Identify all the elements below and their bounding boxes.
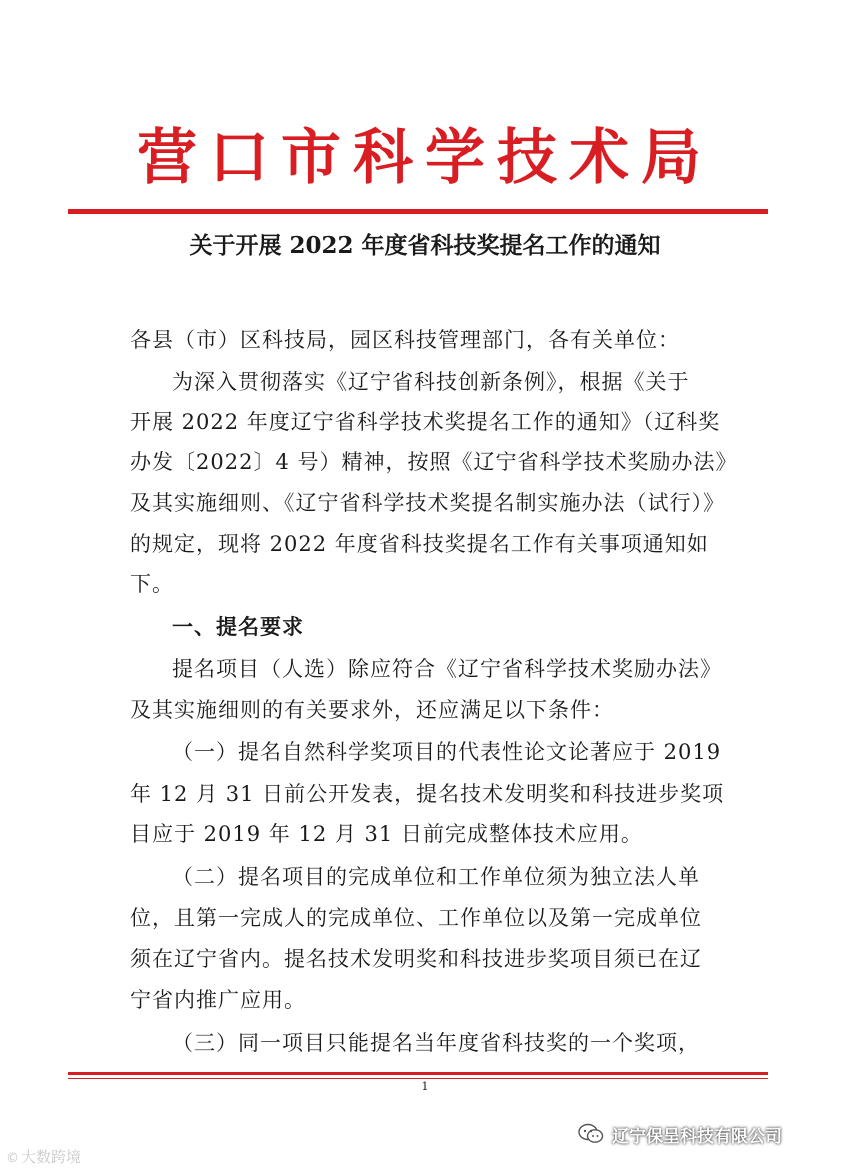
paragraph-line: （三）同一项目只能提名当年度省科技奖的一个奖项， xyxy=(172,1031,700,1055)
page-number: 1 xyxy=(421,1080,429,1093)
paragraph-line: 及其实施细则、《辽宁省科学技术奖提名制实施办法（试行）》 xyxy=(130,491,725,515)
paragraph-line: 提名项目（人选）除应符合《辽宁省科学技术奖励办法》 xyxy=(172,657,722,681)
paragraph-line: 下。 xyxy=(130,572,174,596)
document-title: 关于开展 2022 年度省科技奖提名工作的通知 xyxy=(189,232,661,259)
paragraph-line: 宁省内推广应用。 xyxy=(130,988,306,1012)
wechat-account-badge xyxy=(578,1120,782,1148)
watermark-left-text: 大数跨境 xyxy=(21,1148,82,1166)
copyright-circle-icon: © xyxy=(6,1151,19,1166)
paragraph-line: 位，且第一完成人的完成单位、工作单位以及第一完成单位 xyxy=(130,906,702,930)
watermark-left xyxy=(6,1147,81,1167)
paragraph-line: 开展 2022 年度辽宁省科学技术奖提名工作的通知》（辽科奖 xyxy=(130,410,721,434)
wechat-account-name: 辽宁保呈科技有限公司 xyxy=(612,1126,782,1147)
salutation: 各县（市）区科技局，园区科技管理部门，各有关单位： xyxy=(130,328,680,352)
section-heading: 一、提名要求 xyxy=(172,615,304,639)
paragraph-line: 办发〔2022〕4 号）精神，按照《辽宁省科学技术奖励办法》 xyxy=(130,450,738,474)
paragraph-line: 为深入贯彻落实《辽宁省科技创新条例》，根据《关于 xyxy=(172,370,690,394)
red-divider-bottom xyxy=(68,1072,768,1075)
paragraph-line: （二）提名项目的完成单位和工作单位须为独立法人单 xyxy=(172,865,700,889)
paragraph-line: （一）提名自然科学奖项目的代表性论文论著应于 2019 xyxy=(172,740,722,764)
wechat-icon xyxy=(578,1123,604,1145)
paragraph-line: 须在辽宁省内。提名技术发明奖和科技进步奖项目须已在辽 xyxy=(130,947,702,971)
paragraph-line: 的规定，现将 2022 年度省科技奖提名工作有关事项通知如 xyxy=(130,532,709,556)
paragraph-line: 及其实施细则的有关要求外，还应满足以下条件： xyxy=(130,698,614,722)
organization-title: 营口市科学技术局 xyxy=(137,123,713,193)
paragraph-line: 目应于 2019 年 12 月 31 日前完成整体技术应用。 xyxy=(130,822,643,846)
red-divider-top xyxy=(68,209,768,214)
paragraph-line: 年 12 月 31 日前公开发表，提名技术发明奖和科技进步奖项 xyxy=(130,782,725,806)
